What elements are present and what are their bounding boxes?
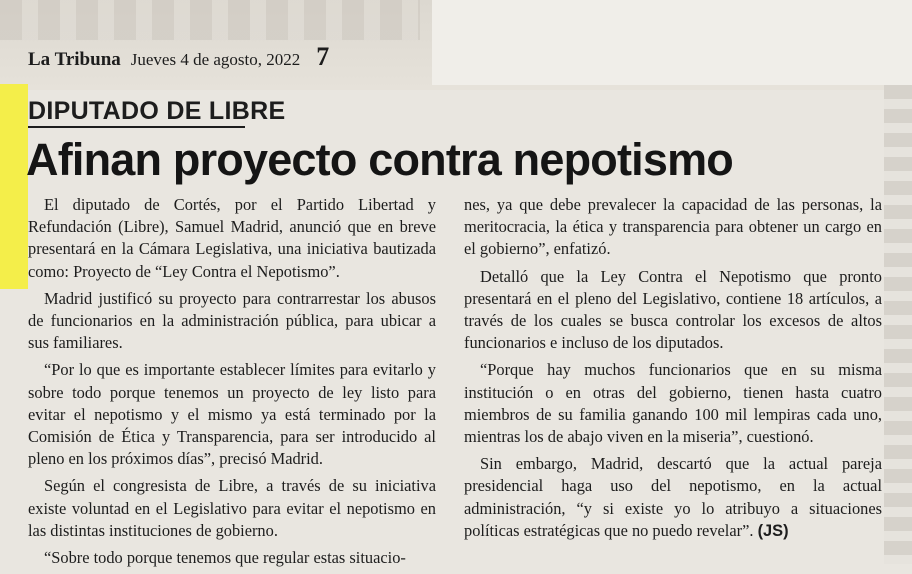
paragraph: Detalló que la Ley Contra el Nepotismo que pronto presentará en el pleno del Legislativo, contiene 18 artículos, a través de los cuales se busca controlar los excesos de altos funcionarios e incluso de los diputados.: [464, 266, 882, 353]
paragraph: “Porque hay muchos funcionarios que en su misma institución o en otras del gobierno, tienen hasta cuatro miembros de su familia ganando 100 mil lempiras cada uno, mientras los de abajo viven en la miseria”, cuestionó.: [464, 360, 882, 447]
highlighter-mark: [0, 84, 28, 289]
article-kicker: DIPUTADO DE LIBRE: [28, 97, 286, 125]
article-headline: Afinan proyecto contra nepotismo: [26, 134, 733, 185]
article-column-right: [464, 194, 882, 547]
kicker-underline: [28, 126, 245, 128]
paragraph: El diputado de Cortés, por el Partido Libertad y Refundación (Libre), Samuel Madrid, anunció que en breve presentará en la Cámara Legislativa, una iniciativa bautizada como: Proyecto de “Ley Contra el Nepotismo”.: [28, 195, 436, 281]
final-paragraph-text: Sin embargo, Madrid, descartó que la actual pareja presidencial haga uso del nepotismo, en la actual administración, “y si existe yo lo atribuyo a situaciones políticas estratégicas que no puedo revelar”.: [464, 454, 882, 540]
issue-date: Jueves 4 de agosto, 2022: [130, 50, 301, 69]
page-number: 7: [316, 42, 330, 71]
article-column-left: [28, 194, 436, 574]
newspaper-name: La Tribuna: [28, 49, 121, 70]
adjacent-column-edge: [884, 85, 912, 564]
adjacent-clipping-area: [432, 0, 912, 85]
paragraph: Según el congresista de Libre, a través de su iniciativa existe voluntad en el Legislativo para evitar el nepotismo en las distintas instituciones de gobierno.: [28, 476, 436, 540]
paragraph-final: [464, 453, 882, 542]
paragraph: “Sobre todo porque tenemos que regular estas situacio-: [44, 548, 406, 568]
bleed-through-text-left: [0, 0, 420, 40]
author-signature: (JS): [757, 521, 789, 540]
paragraph: “Por lo que es importante establecer límites para evitarlo y sobre todo porque tenemos un proyecto de ley listo para evitar el nepotismo y el mismo ya está terminado por la Comisión de Ética y Transparencia, para ser introducido al pleno en los próximos días”, precisó Madrid.: [28, 360, 436, 469]
page-header: [28, 42, 329, 70]
paragraph: Madrid justificó su proyecto para contrarrestar los abusos de funcionarios en la administración pública, para ubicar a sus familiares.: [28, 288, 436, 353]
paragraph-continuation: nes, ya que debe prevalecer la capacidad de las personas, la meritocracia, la ética y transparencia para obtener un cargo en el gobierno”, enfatizó.: [464, 195, 882, 259]
